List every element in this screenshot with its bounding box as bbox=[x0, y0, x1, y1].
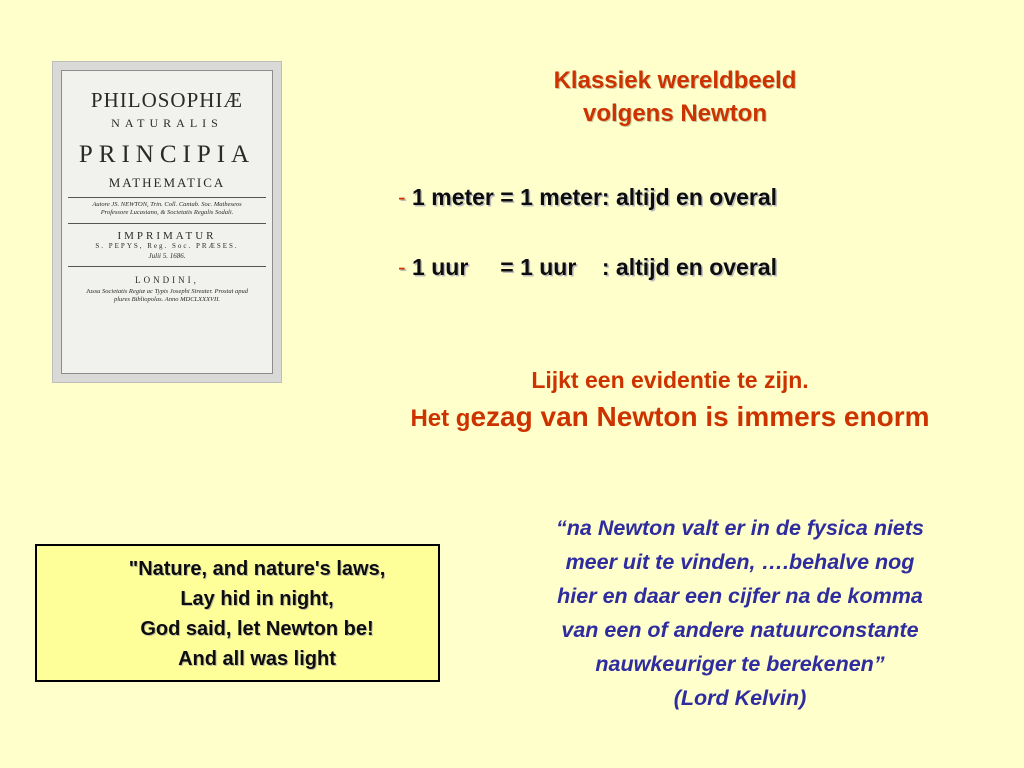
bullet-dash: - bbox=[398, 254, 406, 280]
slide-title bbox=[480, 64, 870, 130]
principia-title-page-image bbox=[52, 61, 282, 383]
evidence-line2 bbox=[330, 399, 1010, 440]
poem-line: Lay hid in night, bbox=[180, 588, 334, 610]
book-pepys: S. PEPYS, Reg. Soc. PRÆSES. bbox=[95, 242, 239, 250]
book-divider bbox=[68, 197, 266, 198]
poem-line: And all was light bbox=[178, 648, 336, 670]
rule-hour-text: 1 uur = 1 uur : altijd en overal bbox=[405, 254, 777, 280]
book-line-philosophiae: PHILOSOPHIÆ bbox=[90, 88, 244, 112]
book-line-naturalis: NATURALIS bbox=[111, 116, 223, 130]
evidence-line2-rest: ezag van Newton is immers enorm bbox=[470, 401, 930, 432]
quote-line: nauwkeuriger te berekenen” bbox=[595, 652, 885, 676]
book-line-principia: PRINCIPIA bbox=[78, 141, 256, 168]
slide-title-line1: Klassiek wereldbeeld bbox=[553, 67, 797, 94]
book-line-mathematica: MATHEMATICA bbox=[108, 175, 226, 190]
kelvin-quote bbox=[470, 511, 1010, 715]
book-date: Julii 5. 1686. bbox=[148, 252, 186, 260]
book-page bbox=[61, 70, 273, 374]
quote-line: hier en daar een cijfer na de komma bbox=[557, 584, 923, 608]
book-londini: LONDINI, bbox=[135, 275, 199, 285]
bullet-dash: - bbox=[398, 184, 406, 210]
poem-box bbox=[35, 544, 440, 682]
evidence-line2-start: Het g bbox=[410, 405, 471, 432]
quote-line: “na Newton valt er in de fysica niets bbox=[556, 516, 924, 540]
slide-title-line2: volgens Newton bbox=[582, 100, 768, 127]
quote-attribution: (Lord Kelvin) bbox=[673, 686, 807, 710]
book-imprimatur: IMPRIMATUR bbox=[117, 230, 217, 242]
quote-line: meer uit te vinden, ….behalve nog bbox=[565, 550, 915, 574]
quote-line: van een of andere natuurconstante bbox=[561, 618, 919, 642]
rule-meter-text: 1 meter = 1 meter: altijd en overal bbox=[405, 184, 778, 210]
evidence-line1: Lijkt een evidentie te zijn. bbox=[531, 367, 809, 393]
book-author-line2: Professore Lucasiano, & Societatis Regalis Sodali. bbox=[100, 209, 234, 216]
poem-text bbox=[77, 554, 437, 674]
poem-line: "Nature, and nature's laws, bbox=[128, 558, 386, 580]
rule-meter bbox=[398, 184, 777, 211]
book-divider bbox=[68, 266, 266, 267]
rule-hour bbox=[398, 254, 777, 281]
book-divider bbox=[68, 223, 266, 224]
book-publisher-line1: Jussu Societatis Regiæ ac Typis Josephi Streater. Prostat apud bbox=[85, 288, 249, 295]
poem-line: God said, let Newton be! bbox=[140, 618, 374, 640]
book-publisher-line2: plures Bibliopolas. Anno MDCLXXXVII. bbox=[114, 296, 220, 303]
book-author-line1: Autore JS. NEWTON, Trin. Coll. Cantab. Soc. Matheseos bbox=[92, 201, 242, 208]
